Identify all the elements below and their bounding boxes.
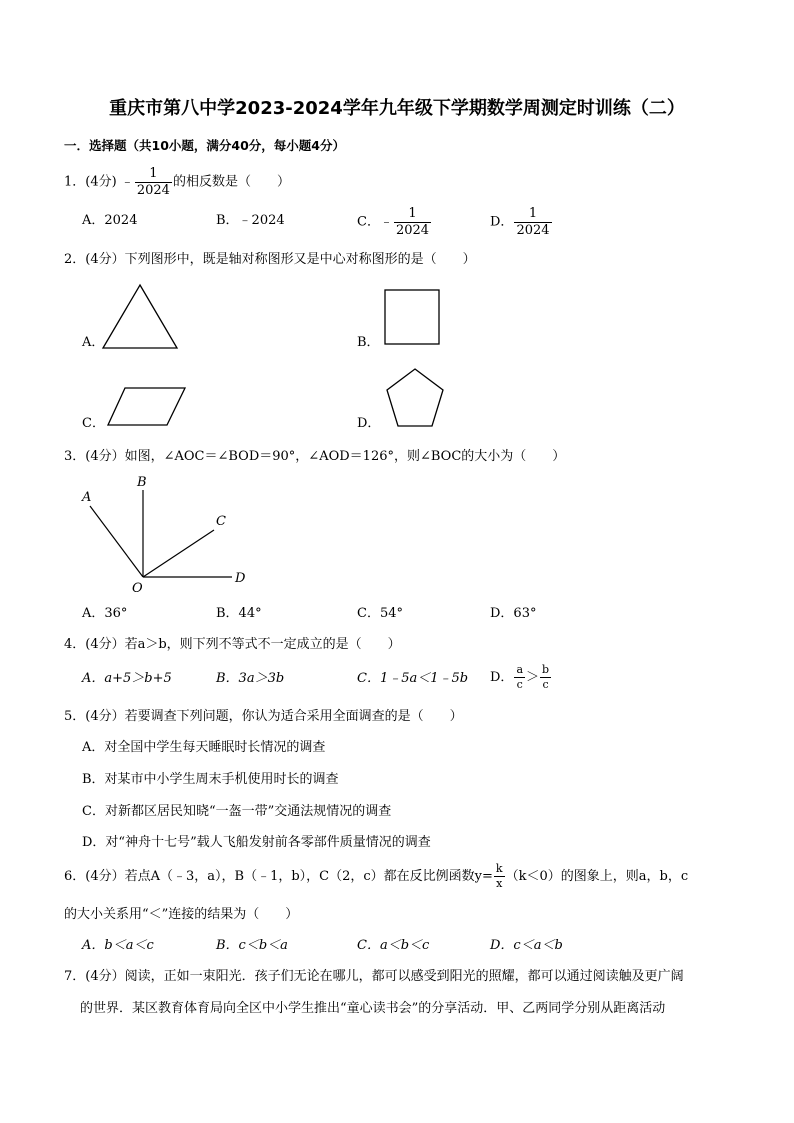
question-7-line-1: 7．(4分）阅读，正如一束阳光．孩子们无论在哪儿，都可以感受到阳光的照耀，都可以通过阅读触及更广阔 (64, 969, 684, 984)
q6-k: k (495, 862, 503, 876)
question-4: 4．(4分）若a＞b，则下列不等式不一定成立的是（ ） (64, 637, 401, 652)
q4-option-a[interactable]: A．a+5＞b+5 (82, 671, 172, 686)
question-5: 5．(4分）若要调查下列问题，你认为适合采用全面调查的是（ ） (64, 709, 463, 724)
q3-option-b[interactable]: B．44° (216, 606, 262, 621)
q4-d-den-b: c (542, 678, 549, 691)
q2-option-b[interactable]: B． (357, 335, 380, 350)
q6-option-d[interactable]: D．c＜a＜b (490, 938, 563, 953)
q4-d-num-a: a (516, 663, 523, 677)
q1-option-a[interactable]: A．2024 (82, 213, 138, 228)
section-heading: 一．选择题（共10小题，满分40分，每小题4分） (64, 138, 345, 153)
q5-option-d[interactable]: D．对“神舟十七号”载人飞船发射前各零部件质量情况的调查 (82, 835, 431, 850)
q1-neg: ﹣ (120, 174, 134, 190)
q6-cond: （k＜0） (505, 869, 561, 884)
q1-c-fraction (394, 207, 431, 237)
q6-fraction (494, 863, 505, 889)
q2-option-a[interactable]: A． (82, 335, 105, 350)
q5-option-c[interactable]: C．对新都区居民知晓“一盔一带”交通法规情况的调查 (82, 804, 392, 819)
q4-d-den-a: c (516, 678, 523, 691)
q1-prefix: 1．(4分) (64, 174, 117, 190)
q2-option-d[interactable]: D． (357, 416, 381, 431)
q4-d-frac-a (514, 664, 525, 690)
triangle-figure (100, 282, 180, 352)
q6-option-a[interactable]: A．b＜a＜c (82, 938, 154, 953)
label-c: C (216, 514, 226, 529)
q6-stem-a: 6．(4分）若点A（﹣3，a），B（﹣1，b），C（2，c）都在反比例函数 (64, 869, 475, 884)
q6-y-eq: y= (474, 869, 493, 884)
pentagon-figure (383, 366, 447, 430)
q1-c-label: C． (357, 214, 380, 230)
angle-figure (74, 470, 264, 596)
q6-x: x (496, 877, 503, 890)
q6-stem-b: 的图象上，则a，b，c (560, 869, 689, 884)
q1-option-c[interactable] (357, 207, 432, 237)
q6-line-2: 的大小关系用“＜”连接的结果为（ ） (64, 907, 299, 922)
q4-option-b[interactable]: B．3a＞3b (216, 671, 285, 686)
q1-fraction (135, 167, 172, 197)
label-o: O (132, 581, 143, 596)
question-3: 3．(4分）如图，∠AOC＝∠BOD＝90°，∠AOD＝126°，则∠BOC的大小为（ ） (64, 449, 566, 464)
q4-option-d[interactable] (490, 663, 552, 693)
q4-d-num-b: b (542, 663, 550, 677)
q1-option-d[interactable] (490, 207, 553, 237)
q4-option-c[interactable]: C．1﹣5a＜1﹣5b (357, 671, 469, 686)
q1-den: 2024 (136, 182, 170, 198)
q4-d-gt: ＞ (526, 670, 540, 685)
q1-c-neg: ﹣ (379, 214, 393, 230)
q2-option-c[interactable]: C． (82, 416, 105, 431)
q1-c-num: 1 (394, 207, 431, 223)
q3-option-a[interactable]: A．36° (82, 606, 128, 621)
q1-d-fraction (514, 207, 551, 237)
label-a: A (82, 490, 92, 505)
q3-option-c[interactable]: C．54° (357, 606, 403, 621)
q4-d-label: D． (490, 670, 514, 685)
q1-d-label: D． (490, 214, 514, 230)
q6-option-b[interactable]: B．c＜b＜a (216, 938, 288, 953)
question-6 (64, 862, 688, 892)
q1-num: 1 (135, 167, 172, 183)
question-2: 2．(4分）下列图形中，既是轴对称图形又是中心对称图形的是（ ） (64, 252, 476, 267)
q1-suffix: 的相反数是（ ） (172, 174, 290, 190)
parallelogram-figure (105, 385, 189, 429)
q1-option-b[interactable]: B．﹣2024 (216, 213, 285, 228)
question-1 (64, 167, 290, 197)
q1-c-den: 2024 (395, 222, 430, 238)
square-figure (383, 288, 441, 346)
label-d: D (235, 571, 246, 586)
q5-option-b[interactable]: B．对某市中小学生周末手机使用时长的调查 (82, 772, 339, 787)
q1-d-den: 2024 (516, 222, 550, 238)
question-7-line-2: 的世界．某区教育体育局向全区中小学生推出“童心读书会”的分享活动．甲、乙两同学分别从距离活动 (80, 1001, 666, 1016)
label-b: B (137, 475, 147, 490)
q6-option-c[interactable]: C．a＜b＜c (357, 938, 430, 953)
q3-option-d[interactable]: D．63° (490, 606, 537, 621)
q1-d-num: 1 (514, 207, 551, 223)
q5-option-a[interactable]: A．对全国中学生每天睡眠时长情况的调查 (82, 740, 326, 755)
q4-d-frac-b (540, 664, 551, 690)
page-title: 重庆市第八中学2023-2024学年九年级下学期数学周测定时训练（二） (109, 98, 685, 119)
